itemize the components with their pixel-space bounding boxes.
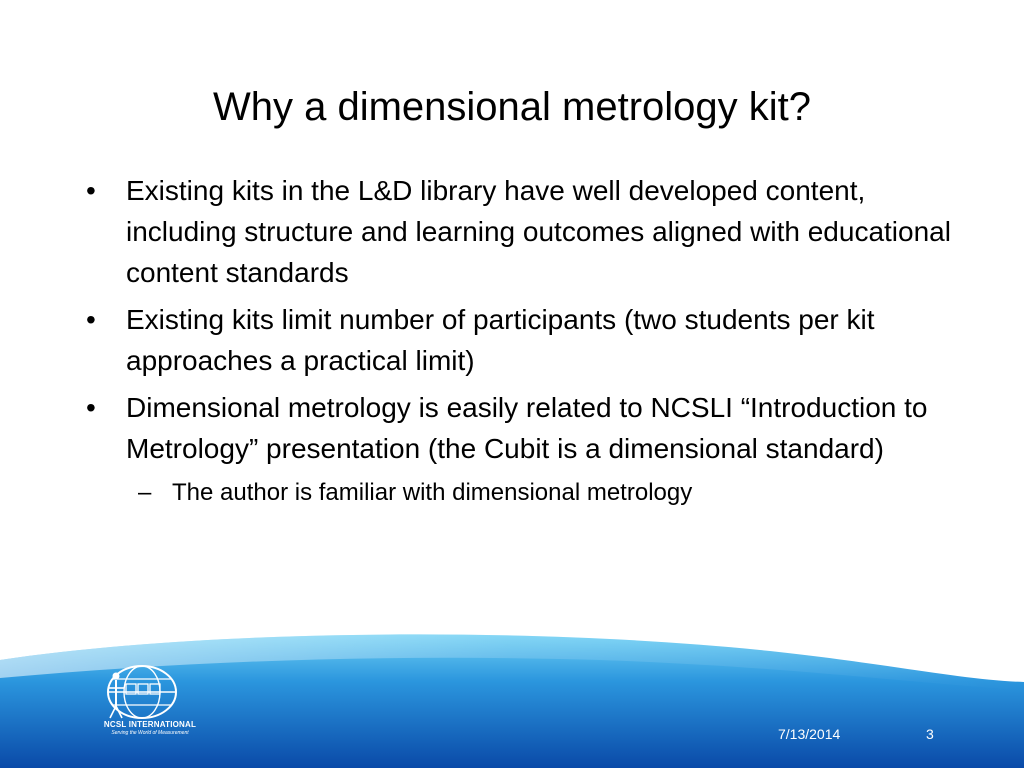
bullet-mark: • xyxy=(86,304,96,335)
bullet-text: Existing kits limit number of participants (two students per kit approaches a practical limit) xyxy=(126,304,875,376)
bullet-item xyxy=(86,387,956,469)
logo-name: NCSL INTERNATIONAL xyxy=(103,720,197,729)
bullet-text: Dimensional metrology is easily related to NCSLI “Introduction to Metrology” presentation (the Cubit is a dimensional standard) xyxy=(126,392,928,464)
bullet-text: Existing kits in the L&D library have well developed content, including structure and learning outcomes aligned with educational content standards xyxy=(126,175,951,288)
bullet-mark: • xyxy=(86,392,96,423)
slide-body xyxy=(86,170,956,511)
sub-bullet-mark: – xyxy=(138,479,152,506)
footer-date: 7/13/2014 xyxy=(778,726,841,742)
logo-tagline: Serving the World of Measurement xyxy=(111,730,189,736)
sub-bullet-text: The author is familiar with dimensional metrology xyxy=(172,479,693,506)
logo-wordmark xyxy=(90,720,210,737)
slide-title: Why a dimensional metrology kit? xyxy=(212,85,812,129)
sub-bullet-item xyxy=(86,475,956,511)
footer-page-number: 3 xyxy=(926,726,934,742)
bullet-item xyxy=(86,170,956,293)
bullet-item xyxy=(86,299,956,381)
bullet-mark: • xyxy=(86,175,96,206)
